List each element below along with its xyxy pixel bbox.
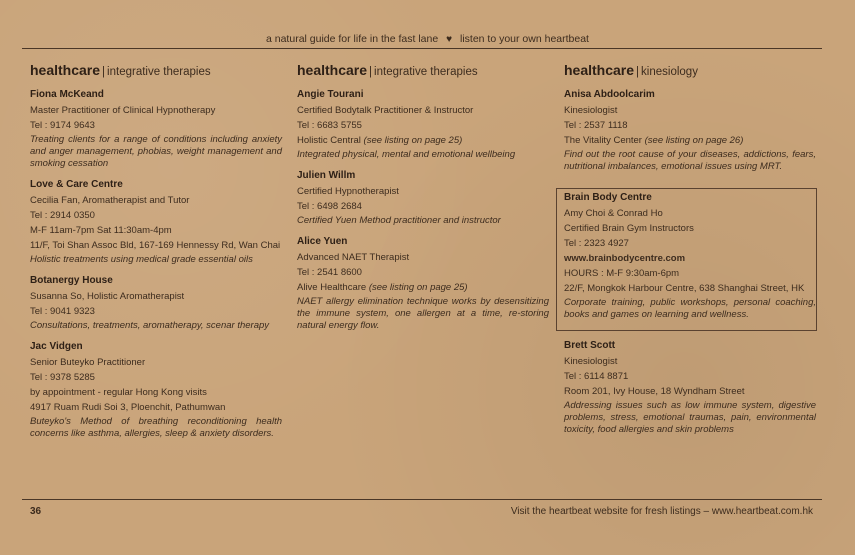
listing-address: 11/F, Toi Shan Assoc Bld, 167-169 Hennessy Rd, Wan Chai <box>30 240 281 251</box>
listing-brett-scott <box>564 339 816 436</box>
listing-phone: Tel : 2537 1118 <box>564 120 628 131</box>
page-number: 36 <box>30 506 42 517</box>
listing-title: Certified Brain Gym Instructors <box>564 223 694 234</box>
footer-text: Visit the heartbeat website for fresh listings – www.heartbeat.com.hk <box>510 506 813 517</box>
listing-hours: HOURS : M-F 9:30am-6pm <box>564 268 680 279</box>
listing-address: 22/F, Mongkok Harbour Centre, 638 Shanghai Street, HK <box>564 283 805 294</box>
listing-phone: Tel : 6683 5755 <box>297 120 362 131</box>
listing-phone: Tel : 6114 8871 <box>564 371 629 382</box>
listing-title: Kinesiologist <box>564 105 618 116</box>
listing-name: Brain Body Centre <box>564 192 652 203</box>
listing-name: Anisa Abdoolcarim <box>564 89 655 100</box>
listing-name: Alice Yuen <box>297 236 348 247</box>
listing-phone: Tel : 9041 9323 <box>30 306 95 317</box>
listing-title: Master Practitioner of Clinical Hypnotherapy <box>30 105 216 116</box>
listing-anisa-abdoolcarim <box>564 88 816 173</box>
listing-name: Angie Tourani <box>297 89 364 100</box>
listing-website-link[interactable]: www.brainbodycentre.com <box>564 253 686 264</box>
listing-phone: Tel : 6498 2684 <box>297 201 362 212</box>
listing-description: Consultations, treatments, aromatherapy, scenar therapy <box>30 320 270 331</box>
listing-address: 4917 Ruam Rudi Soi 3, Ploenchit, Pathumwan <box>30 402 226 413</box>
listing-description: Treating clients for a range of conditions including anxiety and anger management, phobias, weight management and smoking cessation <box>30 134 282 169</box>
listing-address: Room 201, Ivy House, 18 Wyndham Street <box>564 386 745 397</box>
listing-title: Cecilia Fan, Aromatherapist and Tutor <box>30 195 190 206</box>
listing-title: Susanna So, Holistic Aromatherapist <box>30 291 185 302</box>
listing-phone: Tel : 2541 8600 <box>297 267 362 278</box>
listing-description: NAET allergy elimination technique works by desensitizing the immune system, one allergen at a time, re-storing natural energy flow. <box>297 296 549 331</box>
listing-contact: Amy Choi & Conrad Ho <box>564 208 663 219</box>
bottom-divider <box>22 499 822 500</box>
column-heading: healthcare | kinesiology <box>564 62 698 78</box>
listing-name: Love & Care Centre <box>30 179 123 190</box>
listing-title: Senior Buteyko Practitioner <box>30 357 146 368</box>
listing-description: Certified Yuen Method practitioner and instructor <box>297 215 501 226</box>
listing-love-care-centre <box>30 178 282 266</box>
listing-phone: Tel : 9174 9643 <box>30 120 95 131</box>
listing-affiliation: The Vitality Center (see listing on page 26) <box>564 135 744 146</box>
listing-description: Buteyko's Method of breathing reconditioning health concerns like asthma, allergies, sleep & anxiety disorders. <box>30 416 282 439</box>
column-heading: healthcare | integrative therapies <box>30 62 211 78</box>
listing-name: Brett Scott <box>564 340 616 351</box>
listing-jac-vidgen <box>30 340 282 440</box>
listing-title: Certified Hypnotherapist <box>297 186 399 197</box>
listing-fiona-mckeand <box>30 88 282 170</box>
listing-description: Addressing issues such as low immune system, digestive problems, stress, emotional traumas, pain, environmental toxicity, food allergies and skin problems <box>564 400 816 435</box>
listing-botanergy-house <box>30 274 282 332</box>
listing-alice-yuen <box>297 235 549 332</box>
column-integrative-therapies-2 <box>297 62 549 340</box>
listing-title: Advanced NAET Therapist <box>297 252 410 263</box>
listing-name: Jac Vidgen <box>30 341 83 352</box>
tagline-right: listen to your own heartbeat <box>459 33 589 45</box>
tagline-left: a natural guide for life in the fast lane <box>266 33 439 45</box>
listing-brain-body-centre <box>564 191 816 321</box>
listing-name: Botanergy House <box>30 275 113 286</box>
listing-description: Integrated physical, mental and emotional wellbeing <box>297 149 516 160</box>
listing-title: Kinesiologist <box>564 356 618 367</box>
top-divider <box>22 48 822 49</box>
listing-julien-willm <box>297 169 549 227</box>
listing-phone: Tel : 9378 5285 <box>30 372 95 383</box>
column-integrative-therapies-1 <box>30 62 282 448</box>
listing-hours: by appointment - regular Hong Kong visits <box>30 387 207 398</box>
listing-description: Holistic treatments using medical grade essential oils <box>30 254 253 265</box>
column-kinesiology <box>564 62 816 444</box>
listing-phone: Tel : 2323 4927 <box>564 238 629 249</box>
tagline <box>0 33 855 45</box>
listing-description: Find out the root cause of your diseases, addictions, fears, nutritional imbalances, emotional issues using MRT. <box>564 149 816 172</box>
listing-description: Corporate training, public workshops, personal coaching, books and games on learning and wellness. <box>564 297 816 320</box>
listing-angie-tourani <box>297 88 549 161</box>
listing-name: Fiona McKeand <box>30 89 104 100</box>
listing-title: Certified Bodytalk Practitioner & Instructor <box>297 105 474 116</box>
listing-name: Julien Willm <box>297 170 356 181</box>
listing-affiliation: Alive Healthcare (see listing on page 25) <box>297 282 468 293</box>
listing-hours: M-F 11am-7pm Sat 11:30am-4pm <box>30 225 172 236</box>
listing-phone: Tel : 2914 0350 <box>30 210 95 221</box>
column-heading: healthcare | integrative therapies <box>297 62 478 78</box>
listing-affiliation: Holistic Central (see listing on page 25) <box>297 135 463 146</box>
heart-icon: ♥ <box>446 34 453 45</box>
